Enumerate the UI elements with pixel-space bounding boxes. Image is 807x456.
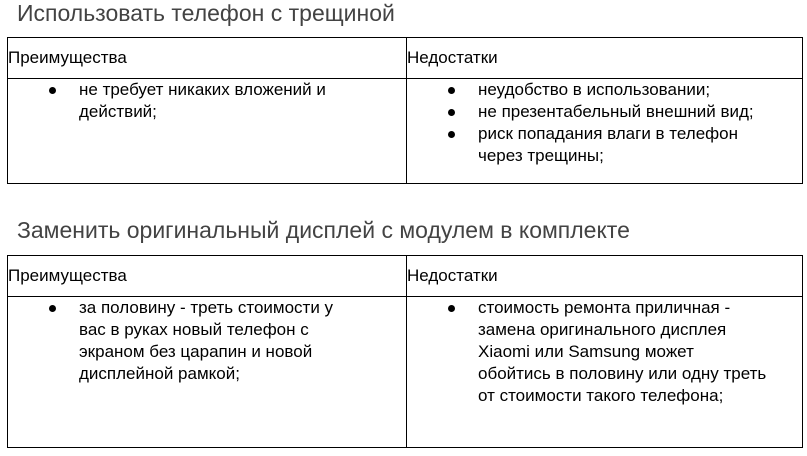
cons-header-cell: [407, 38, 803, 79]
cons-list: [407, 297, 802, 407]
cons-item-text: неудобство в использовании;: [478, 80, 711, 99]
pros-cell: [8, 79, 407, 184]
bullet-icon: [448, 305, 455, 312]
table-header-row: [8, 256, 803, 297]
list-item: [49, 79, 339, 123]
bullet-icon: [49, 87, 56, 94]
pros-cons-table: [7, 37, 803, 184]
pros-header-cell: [8, 38, 407, 79]
pros-item-text: не требует никаких вложений и действий;: [79, 80, 326, 121]
bullet-icon: [448, 87, 455, 94]
cons-list: [407, 79, 802, 167]
list-item: [448, 297, 768, 407]
cons-item-text: не презентабельный внешний вид;: [478, 102, 754, 121]
table-body-row: [8, 297, 803, 448]
cons-header: Недостатки: [407, 48, 498, 67]
pros-list: [8, 79, 406, 123]
section-use-cracked-phone: [0, 0, 807, 165]
table-body-row: [8, 79, 803, 184]
section-title: Использовать телефон с трещиной: [17, 0, 395, 26]
section-replace-display: [0, 217, 807, 405]
list-item: [448, 123, 778, 167]
pros-header: Преимущества: [8, 266, 127, 285]
pros-list: [8, 297, 406, 385]
list-item: [448, 79, 778, 101]
table-header-row: [8, 38, 803, 79]
section-title: Заменить оригинальный дисплей с модулем в комплекте: [17, 217, 630, 243]
pros-header-cell: [8, 256, 407, 297]
bullet-icon: [49, 305, 56, 312]
list-item: [49, 297, 349, 385]
cons-header-cell: [407, 256, 803, 297]
list-item: [448, 101, 778, 123]
cons-item-text: риск попадания влаги в телефон через трещины;: [478, 124, 738, 165]
bullet-icon: [448, 109, 455, 116]
pros-item-text: за половину - треть стоимости у вас в руках новый телефон с экраном без царапин и новой дисплейной рамкой;: [79, 298, 334, 383]
cons-cell: [407, 79, 803, 184]
pros-cons-table: [7, 255, 803, 448]
cons-cell: [407, 297, 803, 448]
pros-cell: [8, 297, 407, 448]
cons-item-text: стоимость ремонта приличная - замена оригинального дисплея Xiaomi или Samsung может обойтись в половину или одну треть от стоимости такого телефона;: [478, 298, 767, 405]
pros-header: Преимущества: [8, 48, 127, 67]
bullet-icon: [448, 131, 455, 138]
cons-header: Недостатки: [407, 266, 498, 285]
